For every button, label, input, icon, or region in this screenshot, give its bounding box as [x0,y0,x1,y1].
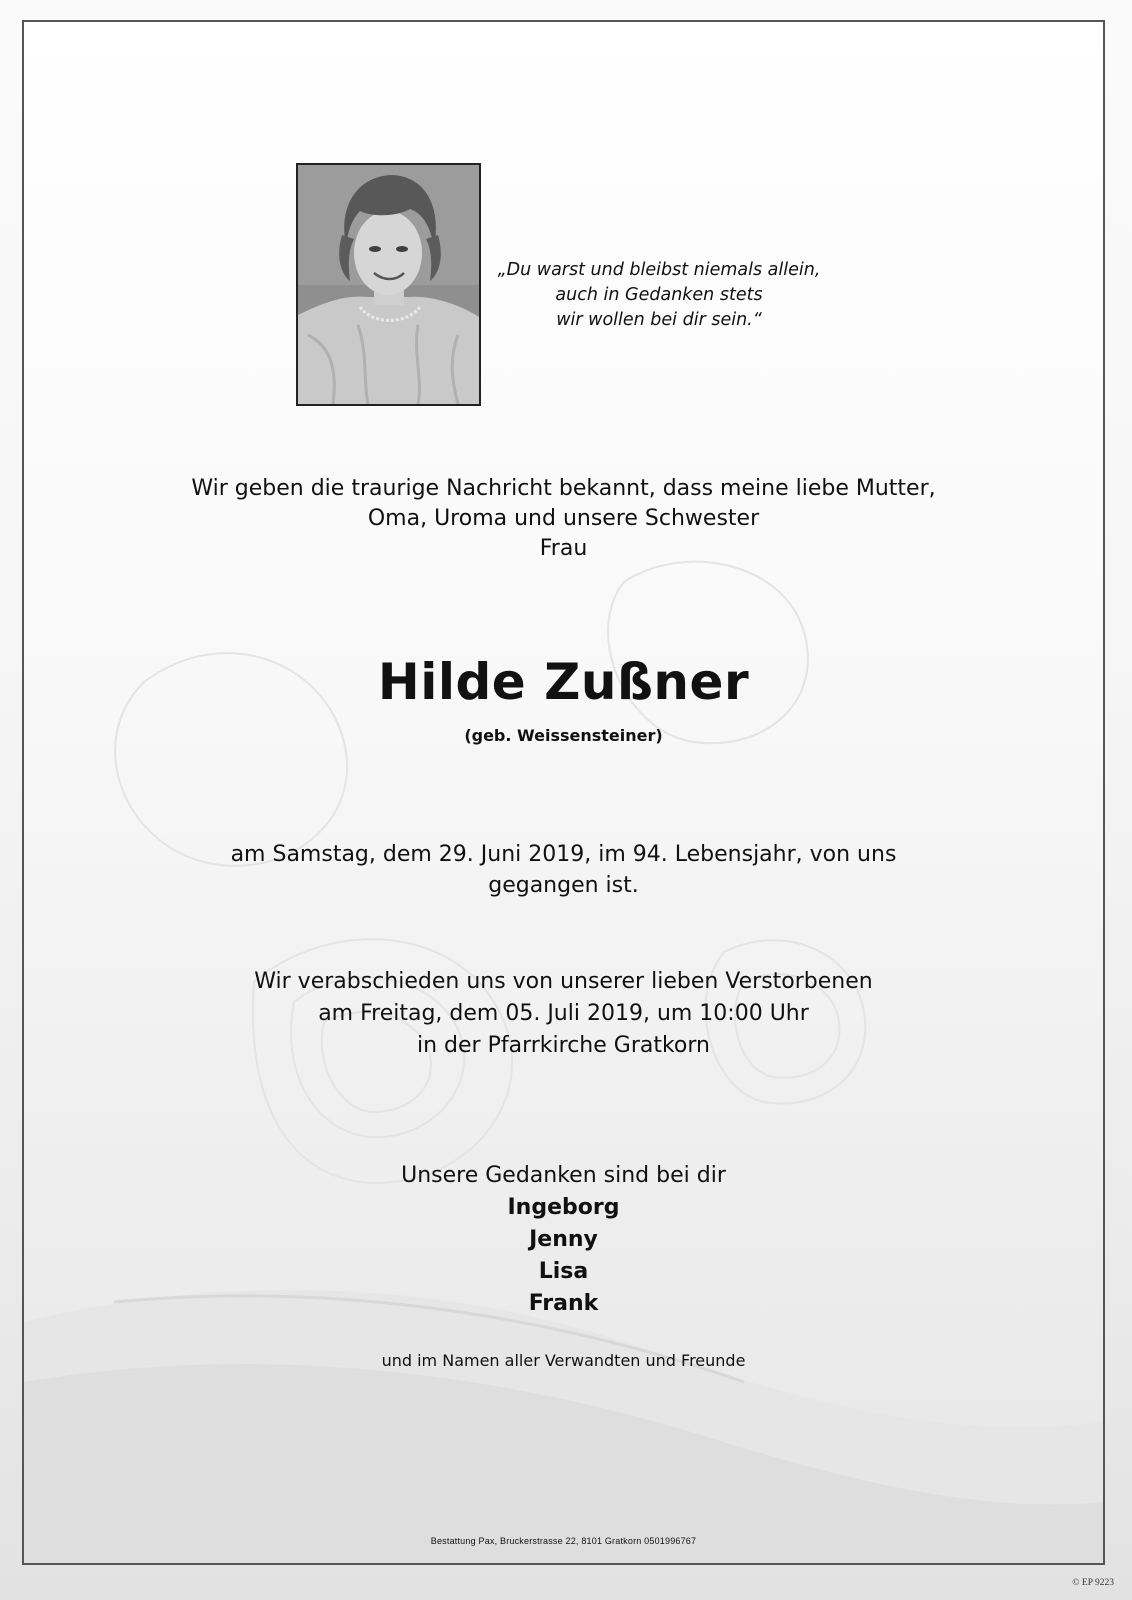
death-notice [24,839,1103,901]
rose-background-art [24,22,1103,1563]
farewell-line: in der Pfarrkirche Gratkorn [417,1033,710,1058]
portrait-photo [296,163,481,406]
mourner-name: Jenny [529,1227,598,1252]
quote-line: auch in Gedanken stets [555,285,763,305]
farewell-line: am Freitag, dem 05. Juli 2019, um 10:00 Uhr [318,1001,809,1026]
funeral-home-footer: Bestattung Pax, Bruckerstrasse 22, 8101 Gratkorn 0501996767 [430,1536,697,1546]
death-notice-line: gegangen ist. [488,873,639,898]
deceased-name: Hilde Zußner [377,653,750,711]
mourner-name: Frank [528,1291,599,1316]
farewell-line: Wir verabschieden uns von unserer lieben Verstorbenen [254,969,873,994]
portrait-image [298,165,479,404]
farewell-details [24,966,1103,1062]
mourner-name: Ingeborg [507,1195,620,1220]
mourners-intro: Unsere Gedanken sind bei dir [401,1163,726,1188]
announcement-text [24,474,1103,564]
announcement-line: Frau [539,536,588,561]
memorial-quote [464,258,854,333]
quote-line: „Du warst und bleibst niemals allein, [497,260,821,280]
mourner-names [24,1192,1103,1320]
announcement-line: Wir geben die traurige Nachricht bekannt, dass meine liebe Mutter, [191,476,936,501]
announcement-line: Oma, Uroma und unsere Schwester [367,506,760,531]
quote-line: wir wollen bei dir sein.“ [556,310,762,330]
relatives-closing: und im Namen aller Verwandten und Freunde [381,1351,746,1370]
mourner-name: Lisa [538,1259,589,1284]
document-code: © EP 9223 [1072,1578,1114,1588]
death-notice-line: am Samstag, dem 29. Juni 2019, im 94. Lebensjahr, von uns [230,842,897,867]
obituary-frame [22,20,1105,1565]
maiden-name: (geb. Weissensteiner) [464,726,663,745]
